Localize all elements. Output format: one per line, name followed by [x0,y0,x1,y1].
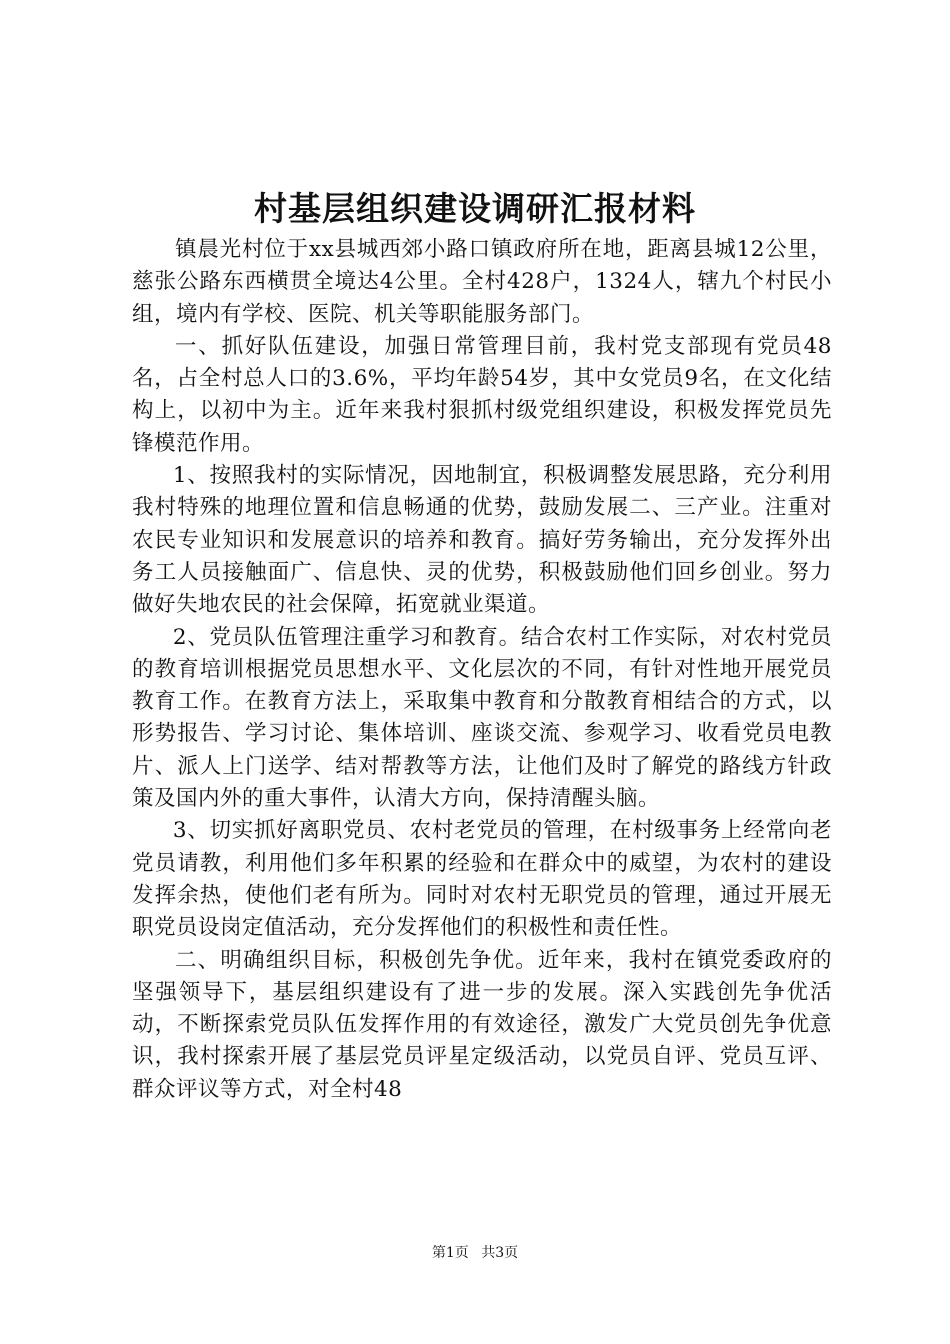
paragraph-section-2: 二、明确组织目标，积极创先争优。近年来，我村在镇党委政府的坚强领导下，基层组织建设有了进一步的发展。深入实践创先争优活动，不断探索党员队伍发挥作用的有效途径，激发广大党员创先争优意识，我村探索开展了基层党员评星定级活动，以党员自评、党员互评、群众评议等方式，对全村48 [132,947,832,1102]
document-body [132,234,832,1106]
paragraph-item-1: 1、按照我村的实际情况，因地制宜，积极调整发展思路，充分利用我村特殊的地理位置和信息畅通的优势，鼓励发展二、三产业。注重对农民专业知识和发展意识的培养和教育。搞好劳务输出，充分发挥外出务工人员接触面广、信息快、灵的优势，积极鼓励他们回乡创业。努力做好失地农民的社会保障，拓宽就业渠道。 [132,463,832,618]
page-total: 共3页 [481,1245,519,1261]
page-number: 第1页 [431,1245,469,1261]
paragraph-intro: 镇晨光村位于xx县城西郊小路口镇政府所在地，距离县城12公里，慈张公路东西横贯全境达4公里。全村428户，1324人，辖九个村民小组，境内有学校、医院、机关等职能服务部门。 [132,237,832,327]
paragraph-section-1: 一、抓好队伍建设，加强日常管理目前，我村党支部现有党员48名，占全村总人口的3.6%，平均年龄54岁，其中女党员9名，在文化结构上，以初中为主。近年来我村狠抓村级党组织建设，积极发挥党员先锋模范作用。 [132,333,832,456]
paragraph-item-3: 3、切实抓好离职党员、农村老党员的管理，在村级事务上经常向老党员请教，利用他们多年积累的经验和在群众中的威望，为农村的建设发挥余热，使他们老有所为。同时对农村无职党员的管理，通过开展无职党员设岗定值活动，充分发挥他们的积极性和责任性。 [132,818,832,941]
page-footer [0,1243,950,1263]
document-title: 村基层组织建设调研汇报材料 [254,189,696,228]
paragraph-item-2: 2、党员队伍管理注重学习和教育。结合农村工作实际，对农村党员的教育培训根据党员思想水平、文化层次的不同，有针对性地开展党员教育工作。在教育方法上，采取集中教育和分散教育相结合的方式，以形势报告、学习讨论、集体培训、座谈交流、参观学习、收看党员电教片、派人上门送学、结对帮教等方法，让他们及时了解党的路线方针政策及国内外的重大事件，认清大方向，保持清醒头脑。 [132,624,832,812]
